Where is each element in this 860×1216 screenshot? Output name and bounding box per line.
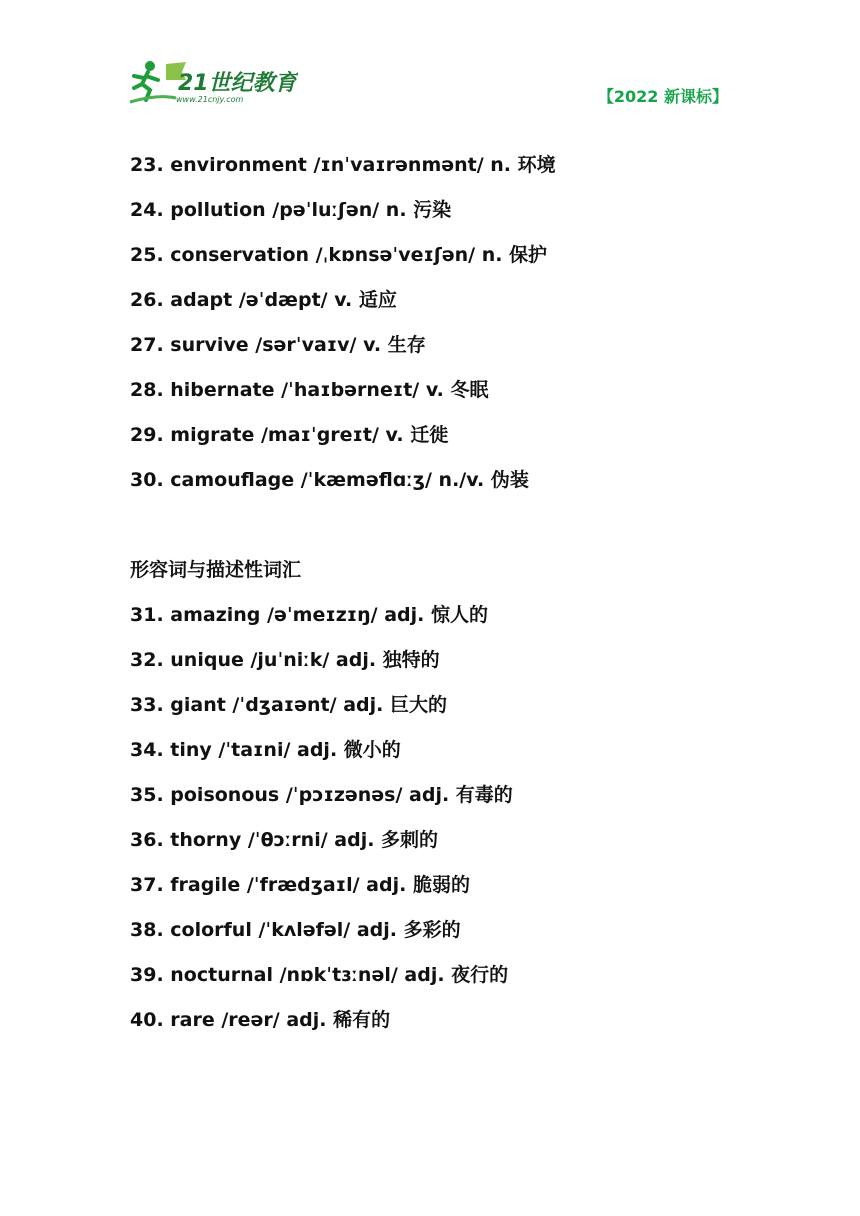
vocabulary-content: [130, 150, 770, 1050]
course-standard-tag: 【2022 新课标】: [597, 87, 728, 106]
vocab-item: 29. migrate /maɪˈgreɪt/ v. 迁徙: [130, 424, 449, 446]
vocab-item: 26. adapt /əˈdæpt/ v. 适应: [130, 289, 397, 311]
vocab-item: 33. giant /ˈdʒaɪənt/ adj. 巨大的: [130, 694, 447, 716]
vocab-item: 27. survive /sərˈvaɪv/ v. 生存: [130, 334, 426, 356]
vocab-item: 23. environment /ɪnˈvaɪrənmənt/ n. 环境: [130, 154, 556, 176]
logo-swoosh: [130, 97, 176, 102]
vocab-item: 24. pollution /pəˈluːʃən/ n. 污染: [130, 199, 452, 221]
vocab-item: 25. conservation /ˌkɒnsəˈveɪʃən/ n. 保护: [130, 244, 548, 266]
logo-21cnjy: [128, 58, 298, 106]
section-title: 形容词与描述性词汇: [130, 559, 302, 581]
vocab-list-adjectives: [130, 600, 770, 1050]
logo-image: [128, 58, 298, 106]
vocab-item: 40. rare /reər/ adj. 稀有的: [130, 1009, 391, 1031]
vocab-item: 28. hibernate /ˈhaɪbərneɪt/ v. 冬眠: [130, 379, 489, 401]
vocab-item: 34. tiny /ˈtaɪni/ adj. 微小的: [130, 739, 401, 761]
vocab-list-environment: [130, 150, 770, 510]
logo-wordmark: 21世纪教育: [178, 71, 297, 96]
vocab-item: 38. colorful /ˈkʌləfəl/ adj. 多彩的: [130, 919, 461, 941]
spacer: [130, 510, 770, 555]
vocab-item: 39. nocturnal /nɒkˈtɜːnəl/ adj. 夜行的: [130, 964, 509, 986]
logo-url: www.21cnjy.com: [176, 95, 244, 104]
vocab-item: 30. camouflage /ˈkæməflɑːʒ/ n./v. 伪装: [130, 469, 529, 491]
vocab-item: 37. fragile /ˈfrædʒaɪl/ adj. 脆弱的: [130, 874, 470, 896]
vocab-item: 36. thorny /ˈθɔːrni/ adj. 多刺的: [130, 829, 439, 851]
logo-runner-head: [145, 61, 155, 71]
vocab-item: 35. poisonous /ˈpɔɪzənəs/ adj. 有毒的: [130, 784, 513, 806]
vocab-item: 31. amazing /əˈmeɪzɪŋ/ adj. 惊人的: [130, 604, 488, 626]
vocab-item: 32. unique /juˈniːk/ adj. 独特的: [130, 649, 440, 671]
page-header: [0, 0, 860, 120]
